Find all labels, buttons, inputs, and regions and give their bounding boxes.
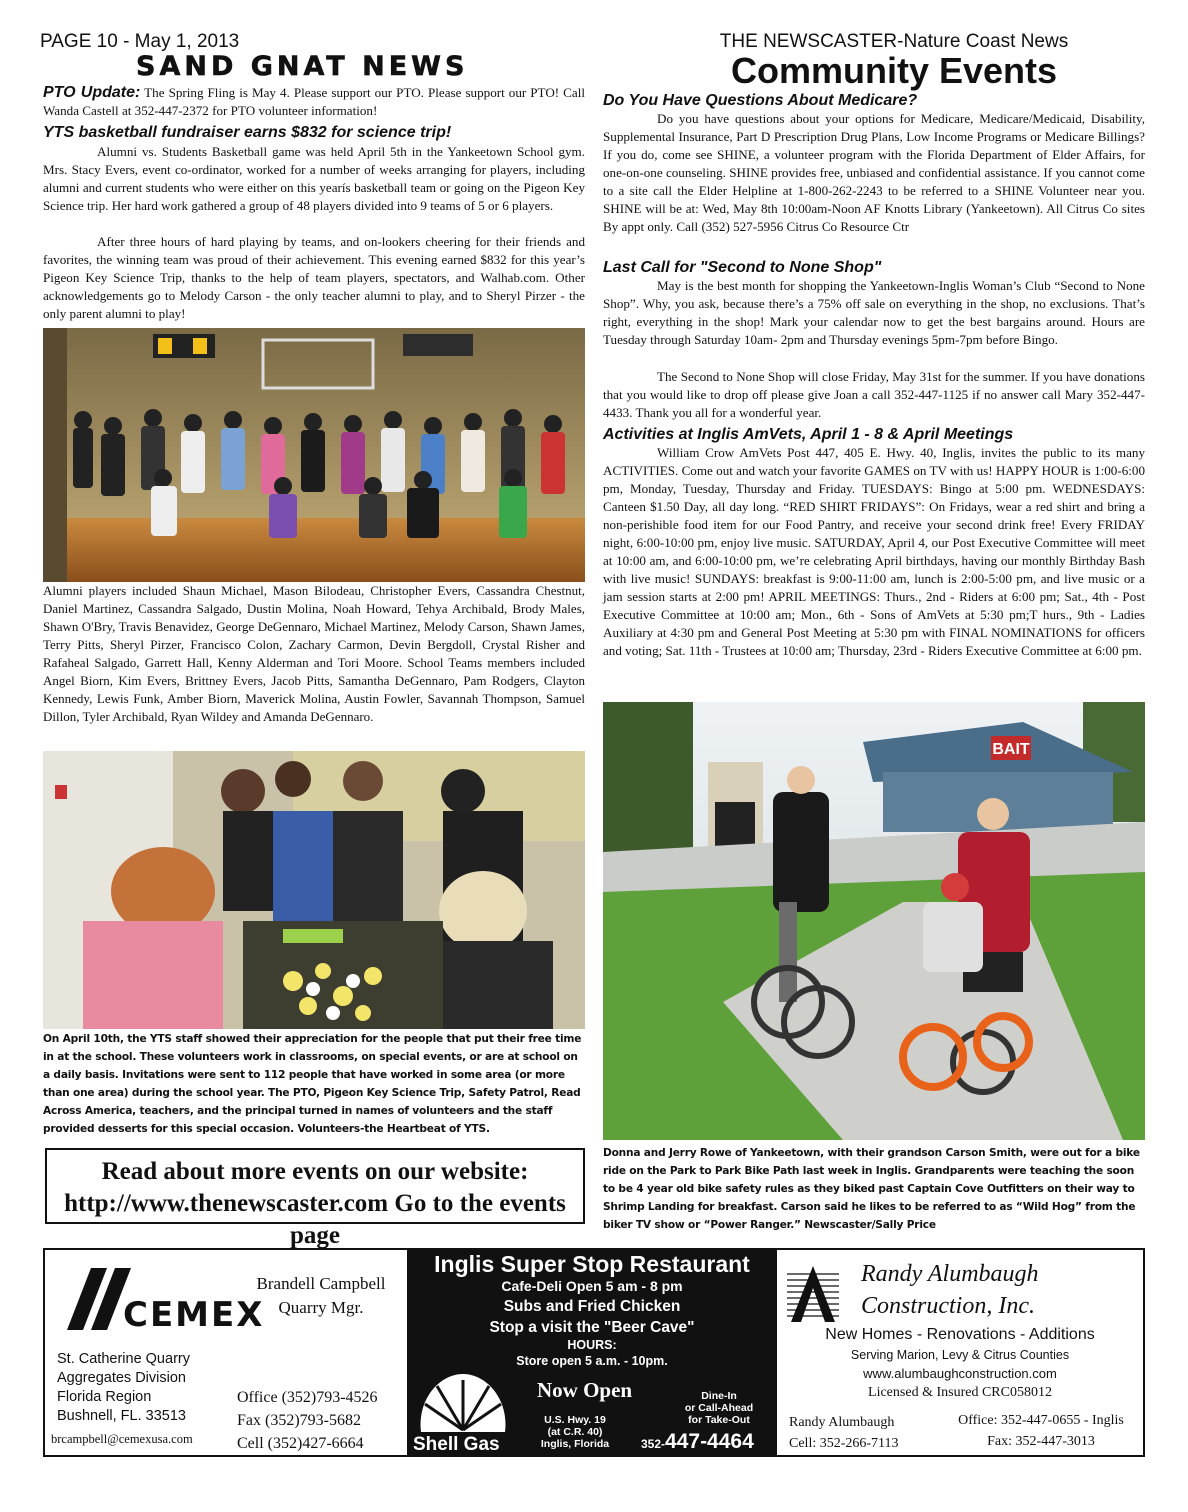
alumbaugh-license: Licensed & Insured CRC058012 xyxy=(868,1385,1052,1400)
now-open-label: Now Open xyxy=(537,1378,633,1402)
shell-logo-icon xyxy=(415,1370,511,1436)
cemex-email[interactable]: brcampbell@cemexusa.com xyxy=(51,1432,193,1446)
cemex-address-line-1: St. Catherine Quarry xyxy=(57,1351,190,1367)
advertisement-strip xyxy=(43,1248,1145,1457)
alumbaugh-contact-right xyxy=(947,1410,1135,1452)
super-stop-line-2: Subs and Fried Chicken xyxy=(503,1298,681,1315)
super-stop-location-2: (at C.R. 40) xyxy=(547,1426,603,1438)
alumbaugh-office: Office: 352-447-0655 - Inglis xyxy=(958,1413,1124,1428)
bike-photo-caption: Donna and Jerry Rowe of Yankeetown, with their grandson Carson Smith, were out for a bike ride on the Park to Park Bike Path last week in Inglis. Grandparents were teaching the soon to be 4 year old bike safety rules as they biked past Captain Cove Outfitters on their way to Shrimp Landing for breakfast. Carson said he likes to be referred to as “Wild Hog” from the biker TV show or “Power Ranger.” Newscaster/Sally Price xyxy=(603,1147,1140,1231)
cemex-address xyxy=(57,1350,190,1426)
cemex-ad xyxy=(45,1250,407,1455)
alumbaugh-service-area: Serving Marion, Levy & Citrus Counties xyxy=(850,1348,1070,1362)
section-banner-title: SAND GNAT NEWS xyxy=(136,51,469,82)
alumbaugh-contact-left xyxy=(789,1412,899,1454)
alumbaugh-cell: Cell: 352-266-7113 xyxy=(789,1436,899,1451)
alumbaugh-website[interactable]: www.alumbaughconstruction.com xyxy=(863,1366,1057,1381)
newspaper-name: THE NEWSCASTER-Nature Coast News xyxy=(719,31,1069,52)
cemex-address-line-2: Aggregates Division xyxy=(57,1370,186,1386)
cemex-phones xyxy=(237,1386,378,1455)
super-stop-line-3: Stop a visit the "Beer Cave" xyxy=(489,1319,695,1336)
yts-paragraph-2: After three hours of hard playing by teams, and on-lookers cheering for their friends and favorites, the winning team was proud of their achievement. This evening earned $832 for this year’s Pigeon Key Science Trip, thanks to the help of team players, spectators, and Walhab.com. Other acknowledgements go to Melody Carson - the only teacher alumni to play, and to Sheryl Pirzer - the only parent alumni to play! xyxy=(43,234,585,321)
phone-number: 447-4464 xyxy=(665,1430,754,1453)
volunteer-photo-caption: On April 10th, the YTS staff showed their appreciation for the people that put their free time in at the school. These volunteers work in classrooms, on special events, or are at school on a daily basis. Invitations were sent to 112 people that have worked in some area (or more than one area) during the school year. The PTO, Pigeon Key Science Trip, Safety Patrol, Read Across America, teachers, and the principal turned in names of volunteers and the staff provided desserts for this special occasion. Volunteers-the Heartbeat of YTS. xyxy=(43,1033,582,1135)
super-stop-line-1: Cafe-Deli Open 5 am - 8 pm xyxy=(501,1278,683,1294)
left-header xyxy=(40,32,590,82)
super-stop-dine-options xyxy=(671,1390,767,1426)
yts-headline: YTS basketball fundraiser earns $832 for science trip! xyxy=(43,124,452,141)
yts-paragraph-1: Alumni vs. Students Basketball game was held April 5th in the Yankeetown School gym. Mrs. Stacy Evers, event co-ordinator, worked for a number of weeks arranging for players, including alumni and current students who were either on this yearís basketball team or going on the Pigeon Key Science trip. Her hard work gathered a group of 48 players divided into 9 teams of 5 or 6 players. xyxy=(43,144,585,213)
super-stop-title: Inglis Super Stop Restaurant xyxy=(434,1251,750,1277)
website-promo-line-1: Read about more events on our website: xyxy=(101,1158,529,1185)
alumbaugh-name-line-1: Randy Alumbaugh xyxy=(861,1261,1039,1287)
super-stop-hours-label: HOURS: xyxy=(567,1338,617,1352)
website-promo-box xyxy=(45,1148,585,1249)
super-stop-location-1: U.S. Hwy. 19 xyxy=(544,1414,606,1426)
alumbaugh-tagline: New Homes - Renovations - Additions xyxy=(825,1326,1095,1343)
cemex-contact-name: Brandell Campbell xyxy=(256,1274,386,1293)
page-title: Community Events xyxy=(730,50,1058,91)
volunteer-appreciation-photo xyxy=(43,751,585,1029)
medicare-headline: Do You Have Questions About Medicare? xyxy=(603,92,918,109)
alumbaugh-construction-ad xyxy=(777,1250,1143,1455)
pto-label: PTO Update: xyxy=(43,84,141,101)
cemex-contact xyxy=(241,1272,401,1320)
dine-in-label: Dine-In xyxy=(701,1390,737,1402)
call-ahead-label: or Call-Ahead xyxy=(684,1402,754,1414)
cemex-logo-text: CEMEX xyxy=(123,1295,265,1335)
cemex-address-line-4: Bushnell, FL. 33513 xyxy=(57,1408,186,1424)
super-stop-location-3: Inglis, Florida xyxy=(540,1438,610,1450)
basketball-photo-caption: Alumni players included Shaun Michael, Mason Bilodeau, Christopher Evers, Cassandra Chestnut, Daniel Martinez, Cassandra Salgado, Dustin Molina, Noah Howard, Tehya Archibald, Brody Males, Shawn O'Bry, Travis Benavidez, George DeGennaro, Michael Martinez, Melody Carson, Shawn James, Terry Pitts, Sheryl Pirzer, Francisco Colon, Zachary Carmon, Devin Bergdoll, Crystal Risher and Rafaheal Salgado, Garrett Hall, Kenny Alderman and Tori Moore. School Teams members included Angel Biorn, Kim Evers, Brittney Evers, Jacob Pitts, Samantha DeGennaro, Pam Rodgers, Clayton Kennedy, Lewis Funk, Amber Biorn, Maverick Molina, Austin Fowler, Savannah Thompson, Samuel Dillon, Tyler Archibald, Ryan Wildey and Amanda DeGennaro. xyxy=(43,583,585,724)
amvets-paragraph: William Crow AmVets Post 447, 405 E. Hwy. 40, Inglis, invites the public to its many ACTIVITIES. Come out and watch your favorite GAMES on TV with us! HAPPY HOUR is 1:00-6:00 pm, Monday, Tuesday, Thursday and Friday. TUESDAYS: Bingo at 5:00 pm. WEDNESDAYS: Canteen $1.50 Day, all day long. “RED SHIRT FRIDAYS”: On Fridays, wear a red shirt and bring a non-perishible food item for our Food Pantry, and receive your second drink free! Every FRIDAY night, 6:00-10:00 pm, enjoy live music. SATURDAY, April 4, our Post Executive Committee will meet at 10:00 am, and 6:00-10:00 pm, we’re celebrating April birthdays, having our monthly Birthday Bash with live music! SUNDAYS: breakfast is 9:00-11:00 am, lunch is 2:00-5:00 pm, and live music or a jam session starts at 2:00 pm! APRIL MEETINGS: Thurs., 2nd - Riders at 6:00 pm; Sat., 4th - Post Executive Committee at 10:00 am; Mon., 6th - Sons of AmVets at 5:30 pm;T hurs., 9th - Ladies Auxiliary at 4:30 pm and General Post Meeting at 5:30 pm with FINAL NOMINATIONS for officers and voting; Sat. 11th - Trustees at 10:00 am; Thursday, 23rd - Riders Executive Committee at 6:00 pm. xyxy=(603,445,1145,658)
shop-paragraph-1: May is the best month for shopping the Yankeetown-Inglis Woman’s Club “Second to None Shop”. Why, you ask, because there’s a 75% off sale on everything in the shop, no exclusions. That’s right, everything in the shop! Mark your calendar now to get the best bargains around. Hours are Tuesday through Saturday 10am- 2pm and Thursday evenings 5pm-7pm before Bingo. xyxy=(603,278,1145,347)
cemex-contact-role: Quarry Mgr. xyxy=(278,1298,364,1317)
cemex-fax: Fax (352)793-5682 xyxy=(237,1412,361,1429)
website-link[interactable]: http://www.thenewscaster.com Go to the events page xyxy=(64,1190,566,1249)
pto-update xyxy=(43,84,585,120)
alumbaugh-fax: Fax: 352-447-3013 xyxy=(987,1434,1095,1449)
pto-text: The Spring Fling is May 4. Please support our PTO. Please support our PTO! Call Wanda Castell at 352-447-2372 for PTO volunteer information! xyxy=(43,85,585,118)
phone-prefix: 352- xyxy=(641,1437,666,1451)
amvets-headline: Activities at Inglis AmVets, April 1 - 8 & April Meetings xyxy=(603,426,1014,443)
super-stop-phone xyxy=(641,1430,754,1454)
medicare-paragraph: Do you have questions about your options for Medicare, Medicare/Medicaid, Disability, Supplemental Insurance, Part D Prescription Drug Plans, Low Income Programs or Medicare Billings? If you do, come see SHINE, a volunteer program with the Florida Department of Elder Affairs, for one-on-one counseling. SHINE provides free, unbiased and confidential assistance. If you cannot come to a site call the Elder Helpline at 1-800-262-2243 to be referred to a SHINE Volunteer near you. SHINE will be at: Wed, May 8th 10:00am-Noon AF Knotts Library (Yankeetown). All Citrus Co sites By appt only. Call (352) 527-5956 Citrus Co Resource Ctr xyxy=(603,111,1145,234)
alumbaugh-person: Randy Alumbaugh xyxy=(789,1415,895,1430)
alumbaugh-logo-icon xyxy=(787,1264,839,1324)
basketball-team-photo xyxy=(43,328,585,582)
super-stop-location xyxy=(529,1414,621,1450)
super-stop-hours: Store open 5 a.m. - 10pm. xyxy=(516,1354,668,1368)
take-out-label: for Take-Out xyxy=(688,1414,750,1426)
inglis-super-stop-ad xyxy=(409,1250,775,1455)
bike-ride-photo xyxy=(603,702,1145,1140)
bait-sign-text: BAIT xyxy=(992,741,1030,758)
cemex-office-phone: Office (352)793-4526 xyxy=(237,1389,378,1406)
right-header xyxy=(600,32,1148,90)
alumbaugh-name-line-2: Construction, Inc. xyxy=(861,1293,1035,1319)
cemex-logo xyxy=(57,1264,265,1335)
shop-paragraph-2: The Second to None Shop will close Friday, May 31st for the summer. If you have donations that you would like to drop off please give Joan a call 352-447-1125 if no answer call Mary 352-447-4433. Thank you all for a wonderful year. xyxy=(603,369,1145,420)
shop-headline: Last Call for "Second to None Shop" xyxy=(603,259,882,276)
alumbaugh-name xyxy=(861,1258,1039,1322)
cemex-address-line-3: Florida Region xyxy=(57,1389,152,1405)
page-reference: PAGE 10 - May 1, 2013 xyxy=(40,31,240,52)
cemex-cell-phone: Cell (352)427-6664 xyxy=(237,1435,364,1452)
shell-gas-label: Shell Gas xyxy=(413,1434,500,1455)
